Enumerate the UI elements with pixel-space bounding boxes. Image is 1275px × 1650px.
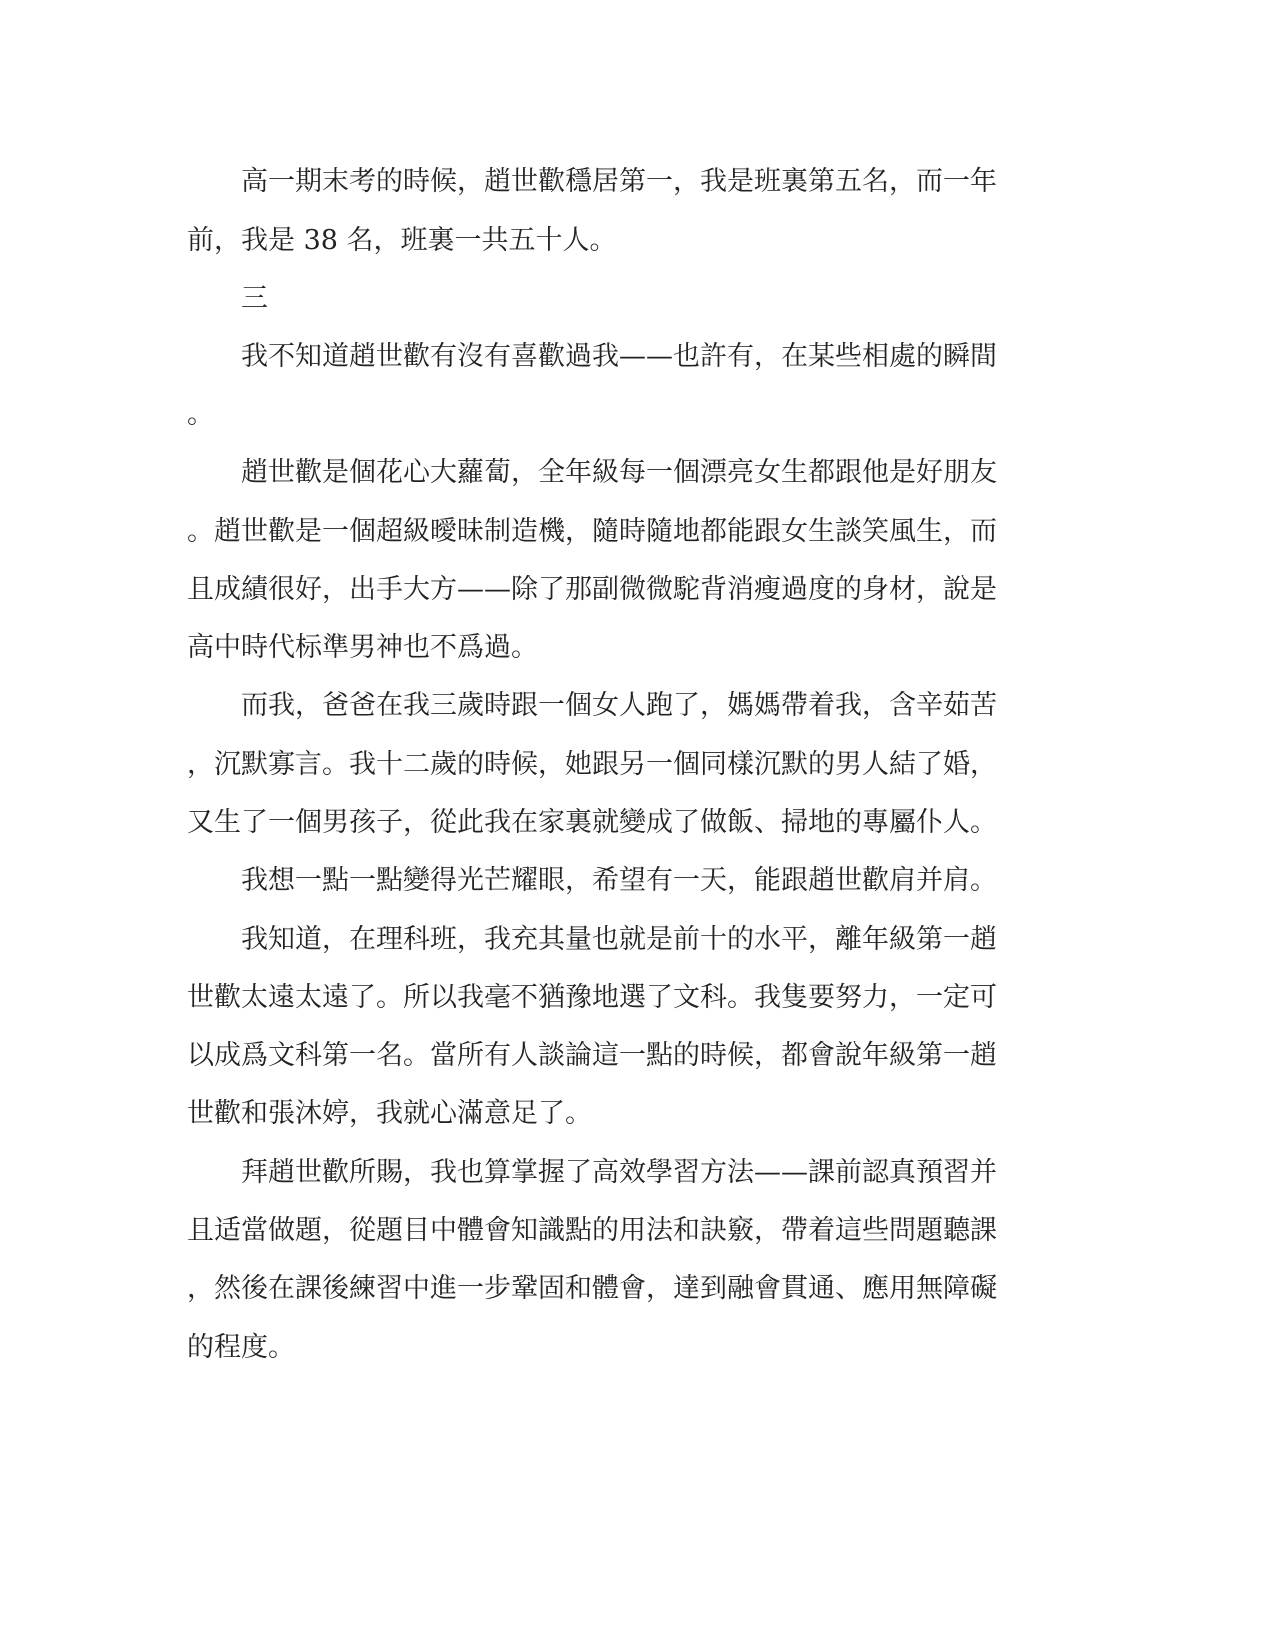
section-number: 三 [187, 283, 268, 314]
text-line-16: 以成爲文科第一名。當所有人談論這一點的時候，都會說年級第一趙 [187, 1040, 997, 1071]
text-line-4: 我不知道趙世歡有沒有喜歡過我——也許有，在某些相處的瞬間 [187, 341, 997, 372]
text-line-6: 趙世歡是個花心大蘿蔔，全年級每一個漂亮女生都跟他是好朋友 [187, 457, 997, 488]
text-line-12: 又生了一個男孩子，從此我在家裏就變成了做飯、掃地的專屬仆人。 [187, 807, 997, 838]
text-line-14: 我知道，在理科班，我充其量也就是前十的水平，離年級第一趙 [187, 924, 997, 955]
text-line-9: 高中時代标準男神也不爲過。 [187, 632, 538, 663]
text-line-7: 。趙世歡是一個超級曖昧制造機，隨時隨地都能跟女生談笑風生，而 [187, 516, 997, 547]
text-line-19: 且适當做題，從題目中體會知識點的用法和訣竅，帶着這些問題聽課 [187, 1215, 997, 1246]
text-line-18: 拜趙世歡所賜，我也算掌握了高效學習方法——課前認真預習并 [187, 1157, 997, 1188]
text-line-15: 世歡太遠太遠了。所以我毫不猶豫地選了文科。我隻要努力，一定可 [187, 982, 997, 1013]
text-line-1: 高一期末考的時候，趙世歡穩居第一，我是班裏第五名，而一年 [187, 166, 997, 197]
text-line-10: 而我，爸爸在我三歲時跟一個女人跑了，媽媽帶着我，含辛茹苦 [187, 690, 997, 721]
text-line-8: 且成績很好，出手大方——除了那副微微駝背消瘦過度的身材，說是 [187, 574, 997, 605]
text-line-13: 我想一點一點變得光芒耀眼，希望有一天，能跟趙世歡肩并肩。 [187, 865, 997, 896]
text-line-17: 世歡和張沐婷，我就心滿意足了。 [187, 1098, 592, 1129]
text-line-20: ，然後在課後練習中進一步鞏固和體會，達到融會貫通、應用無障礙 [187, 1273, 997, 1304]
text-line-21: 的程度。 [187, 1332, 295, 1363]
text-line-11: ，沉默寡言。我十二歲的時候，她跟另一個同樣沉默的男人結了婚， [187, 749, 997, 780]
text-line-2: 前，我是 38 名，班裏一共五十人。 [187, 225, 617, 256]
text-line-5: 。 [187, 399, 214, 430]
